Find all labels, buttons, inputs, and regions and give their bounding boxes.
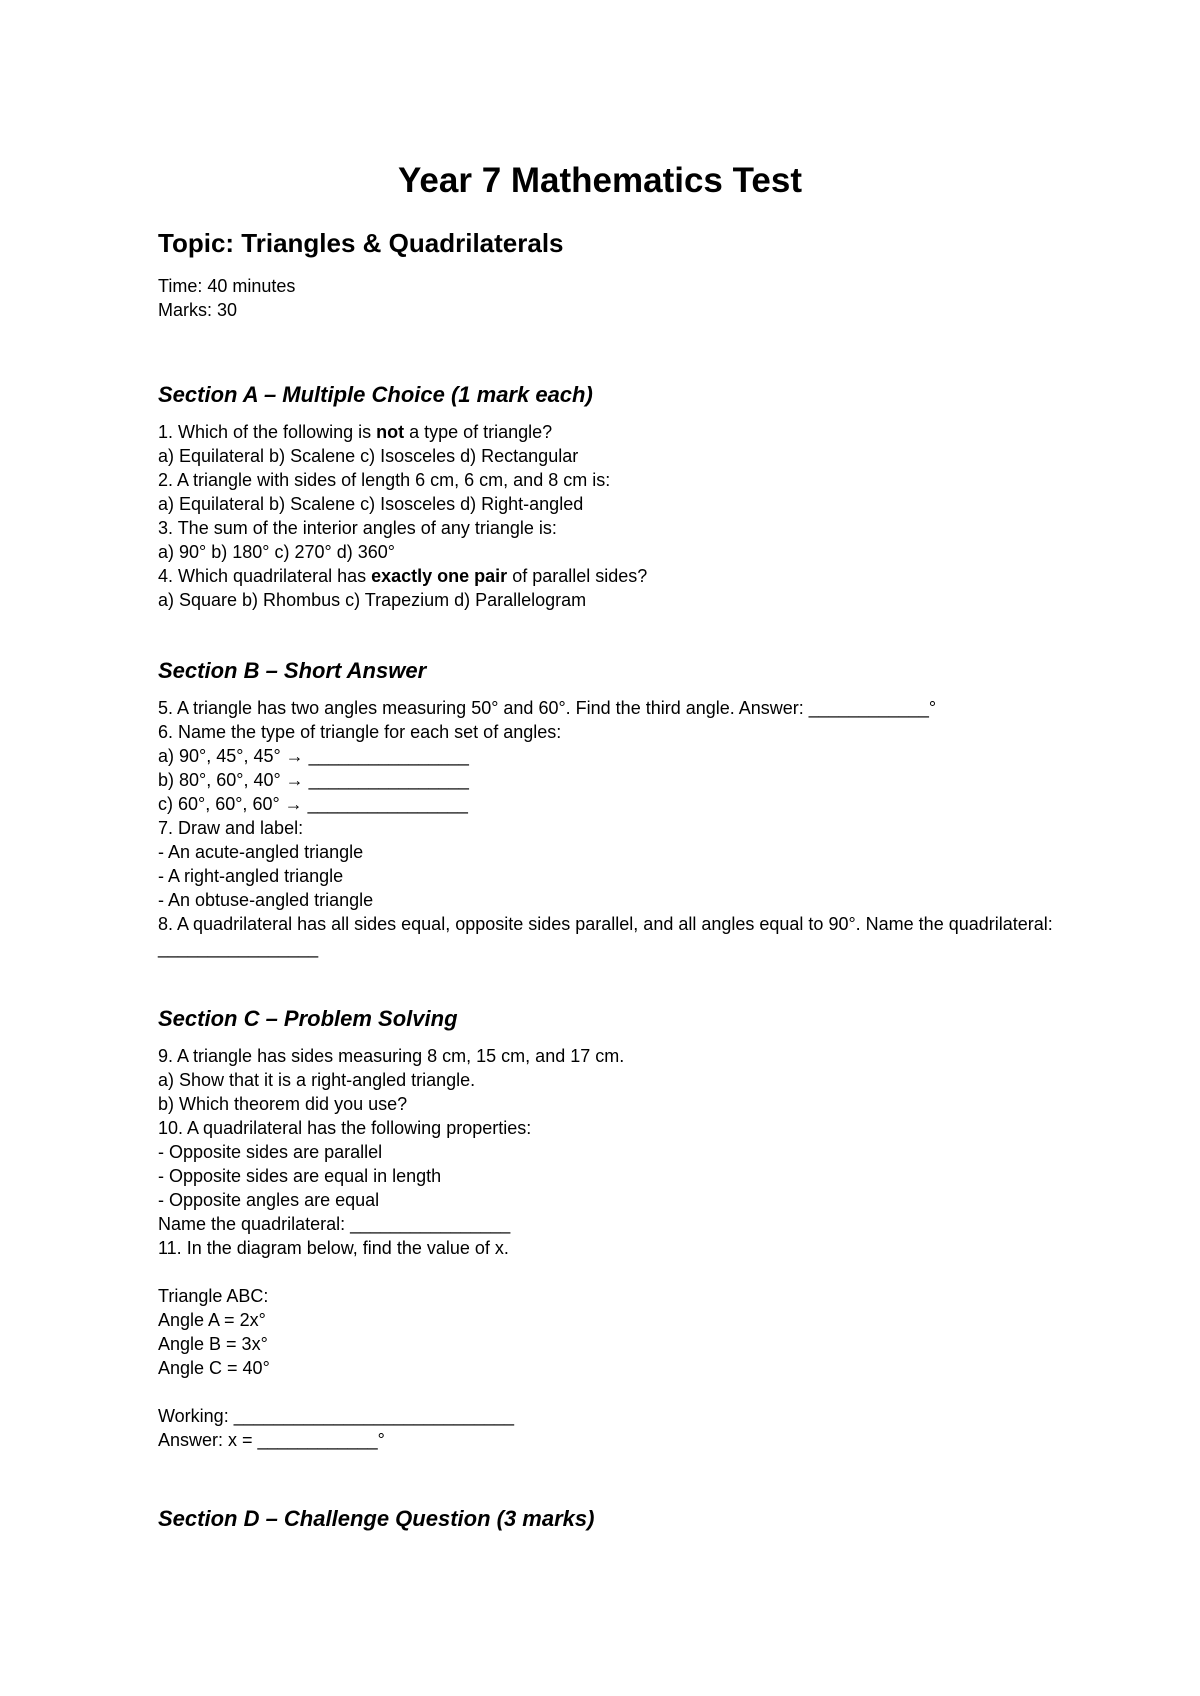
question-10b: - Opposite sides are equal in length — [158, 1166, 442, 1186]
spacer — [158, 1452, 1058, 1502]
question-10-answer: Name the quadrilateral: ________________ — [158, 1214, 511, 1234]
question-9: 9. A triangle has sides measuring 8 cm, 15 cm, and 17 cm. — [158, 1046, 625, 1066]
question-10c: - Opposite angles are equal — [158, 1190, 380, 1210]
question-6c: c) 60°, 60°, 60° → ________________ — [158, 794, 468, 814]
section-b-heading: Section B – Short Answer — [158, 658, 427, 683]
spacer — [158, 322, 1058, 378]
question-5: 5. A triangle has two angles measuring 50° and 60°. Find the third angle. Answer: ____________° — [158, 698, 937, 718]
answer-line: Answer: x = ____________° — [158, 1430, 385, 1450]
marks-info: Marks: 30 — [158, 300, 238, 320]
document-content — [158, 226, 1058, 1544]
question-2-options: a) Equilateral b) Scalene c) Isosceles d) Right-angled — [158, 494, 584, 514]
question-4: 4. Which quadrilateral has exactly one pair of parallel sides? — [158, 566, 648, 586]
question-6a: a) 90°, 45°, 45° → ________________ — [158, 746, 469, 766]
angle-c: Angle C = 40° — [158, 1358, 270, 1378]
question-11: 11. In the diagram below, find the value of x. — [158, 1238, 509, 1258]
question-9a: a) Show that it is a right-angled triangle. — [158, 1070, 476, 1090]
spacer — [158, 1380, 1058, 1404]
question-10a: - Opposite sides are parallel — [158, 1142, 383, 1162]
page-title: Year 7 Mathematics Test — [398, 161, 802, 200]
section-c-heading: Section C – Problem Solving — [158, 1006, 458, 1031]
angle-a: Angle A = 2x° — [158, 1310, 266, 1330]
question-1-options: a) Equilateral b) Scalene c) Isosceles d) Rectangular — [158, 446, 579, 466]
spacer — [158, 612, 1058, 654]
time-info: Time: 40 minutes — [158, 276, 296, 296]
section-a-heading: Section A – Multiple Choice (1 mark each) — [158, 382, 593, 407]
question-3: 3. The sum of the interior angles of any triangle is: — [158, 518, 557, 538]
question-8: 8. A quadrilateral has all sides equal, opposite sides parallel, and all angles equal to 90°. Name the quadrilateral: ________________ — [158, 914, 1053, 958]
question-7: 7. Draw and label: — [158, 818, 304, 838]
triangle-label: Triangle ABC: — [158, 1286, 269, 1306]
question-7b: - A right-angled triangle — [158, 866, 344, 886]
spacer — [158, 960, 1058, 1002]
question-2: 2. A triangle with sides of length 6 cm, 6 cm, and 8 cm is: — [158, 470, 611, 490]
question-7a: - An acute-angled triangle — [158, 842, 364, 862]
spacer — [158, 1260, 1058, 1284]
question-10: 10. A quadrilateral has the following properties: — [158, 1118, 532, 1138]
question-9b: b) Which theorem did you use? — [158, 1094, 408, 1114]
topic-heading: Topic: Triangles & Quadrilaterals — [158, 228, 564, 258]
question-6: 6. Name the type of triangle for each set of angles: — [158, 722, 562, 742]
question-1: 1. Which of the following is not a type of triangle? — [158, 422, 553, 442]
angle-b: Angle B = 3x° — [158, 1334, 268, 1354]
question-7c: - An obtuse-angled triangle — [158, 890, 374, 910]
working-line: Working: ____________________________ — [158, 1406, 514, 1426]
question-4-options: a) Square b) Rhombus c) Trapezium d) Parallelogram — [158, 590, 587, 610]
question-3-options: a) 90° b) 180° c) 270° d) 360° — [158, 542, 395, 562]
section-d-heading: Section D – Challenge Question (3 marks) — [158, 1506, 595, 1531]
question-6b: b) 80°, 60°, 40° → ________________ — [158, 770, 469, 790]
